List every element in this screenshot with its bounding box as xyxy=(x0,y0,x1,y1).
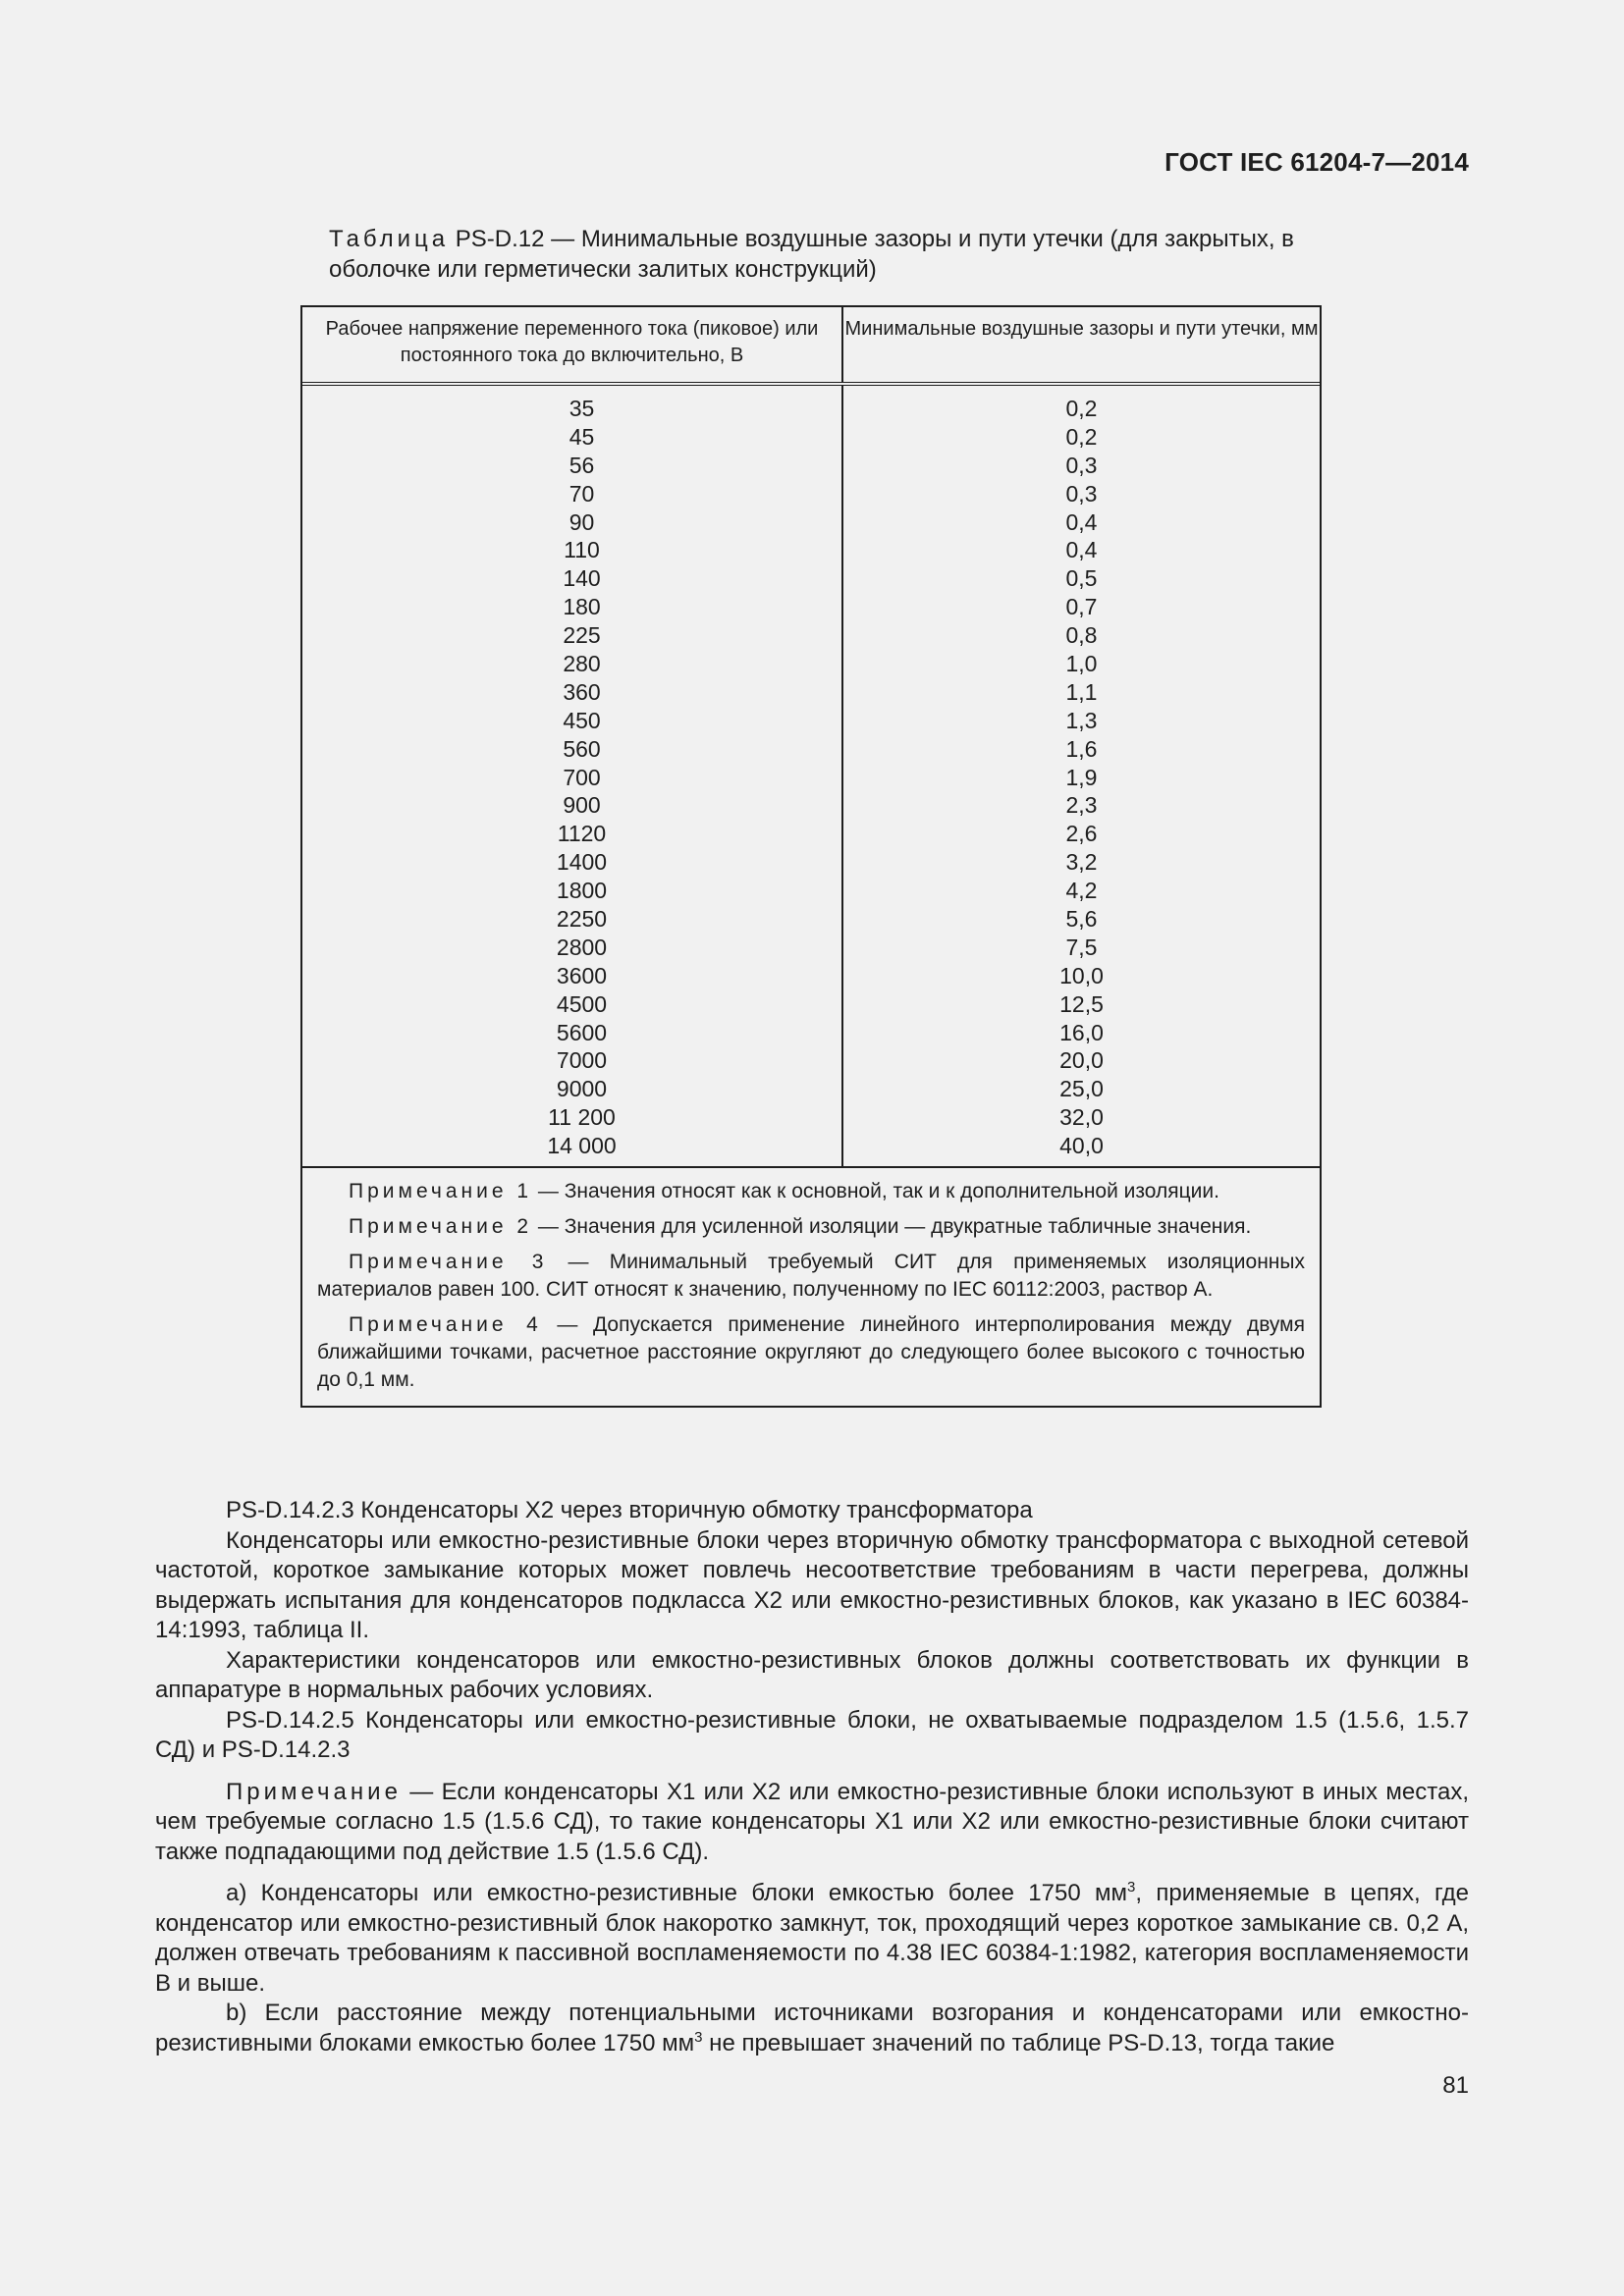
clearance-cell: 0,2 xyxy=(1065,396,1098,421)
table-note-1 xyxy=(317,1178,1305,1205)
note-text: — Значения для усиленной изоляции — двукратные табличные значения. xyxy=(532,1215,1252,1239)
body-note xyxy=(155,1778,1469,1868)
clearance-cell: 10,0 xyxy=(1059,962,1104,988)
paragraph-characteristics: Характеристики конденсаторов или емкостно-резистивных блоков должны соответствовать их функции в аппаратуре в нормальных рабочих условиях. xyxy=(155,1646,1469,1703)
clearance-cell: 0,8 xyxy=(1065,622,1098,649)
note-text: — Минимальный требуемый СИТ для применяемых изоляционных материалов равен 100. СИТ относят к значению, полученному по IEC 60112:2003, раствор А. xyxy=(317,1251,1305,1302)
clearance-cell: 0,7 xyxy=(1065,594,1098,620)
voltage-cell: 2250 xyxy=(556,906,608,933)
clearance-cell: 2,3 xyxy=(1065,792,1098,819)
clearance-cell: 1,6 xyxy=(1065,735,1098,762)
clearance-cell: 25,0 xyxy=(1059,1076,1104,1102)
voltage-cell: 70 xyxy=(568,480,595,507)
voltage-cell: 90 xyxy=(568,508,595,535)
clearance-cell: 1,0 xyxy=(1065,651,1098,677)
clearance-cell: 1,3 xyxy=(1065,707,1098,733)
clearance-cell: 0,4 xyxy=(1065,537,1098,563)
voltage-cell: 1800 xyxy=(556,878,608,904)
voltage-cell: 2800 xyxy=(556,934,608,960)
note-text: — Допускается применение линейного интерполирования между двумя ближайшими точками, расчетное расстояние округляют до следующего более высокого с точностью до 0,1 мм. xyxy=(317,1313,1305,1392)
clearance-cell: 32,0 xyxy=(1059,1104,1104,1131)
clearance-table xyxy=(300,305,1322,1408)
page-header: ГОСТ IEC 61204-7—2014 xyxy=(1164,147,1469,177)
clearance-cell: 0,3 xyxy=(1065,480,1098,507)
table-caption-text: PS-D.12 — Минимальные воздушные зазоры и пути утечки (для закрытых, в оболочке или герметически залитых конструкций) xyxy=(329,226,1294,283)
body-note-label: Примечание xyxy=(226,1778,402,1805)
voltage-cell: 1400 xyxy=(556,849,608,876)
voltage-cell: 3600 xyxy=(556,962,608,988)
paragraph-capacitors-x2: Конденсаторы или емкостно-резистивные блоки через вторичную обмотку трансформатора с выходной сетевой частотой, короткое замыкание которых может повлечь несоответствие требованиям в части перегрева, должны выдержать испытания для конденсаторов подкласса Х2 или емкостно-резистивных блоков, как указано в IEC 60384-14:1993, таблица II. xyxy=(155,1526,1469,1643)
table-note-4 xyxy=(317,1311,1305,1394)
clearance-cell: 40,0 xyxy=(1059,1133,1104,1159)
table-note-3 xyxy=(317,1249,1305,1304)
table-header-voltage: Рабочее напряжение переменного тока (пиковое) или постоянного тока до включительно, В xyxy=(302,307,843,382)
clearance-cell: 1,9 xyxy=(1065,764,1098,790)
page-number: 81 xyxy=(1442,2072,1469,2099)
table-caption-label: Таблица xyxy=(329,226,450,252)
section-heading-2-5: PS-D.14.2.5 Конденсаторы или емкостно-резистивные блоки, не охватываемые подразделом 1.5 (1.5.6, 1.5.7 СД) и PS-D.14.2.3 xyxy=(155,1706,1469,1763)
clearance-cell: 7,5 xyxy=(1065,934,1098,960)
voltage-cell: 4500 xyxy=(556,990,608,1017)
clearance-cell: 0,5 xyxy=(1065,565,1098,592)
clearance-column xyxy=(843,386,1320,1166)
voltage-cell: 11 200 xyxy=(548,1104,616,1131)
voltage-cell: 560 xyxy=(563,735,601,762)
voltage-cell: 14 000 xyxy=(547,1133,617,1159)
clearance-cell: 12,5 xyxy=(1059,990,1104,1017)
voltage-cell: 110 xyxy=(564,537,600,563)
table-header-row xyxy=(302,307,1320,386)
voltage-cell: 280 xyxy=(563,651,601,677)
clearance-cell: 5,6 xyxy=(1065,906,1098,933)
note-text: — Значения относят как к основной, так и к дополнительной изоляции. xyxy=(532,1180,1219,1203)
section-heading-2-3: PS-D.14.2.3 Конденсаторы Х2 через вторичную обмотку трансформатора xyxy=(226,1497,1033,1523)
voltage-cell: 225 xyxy=(563,622,601,649)
clearance-cell: 4,2 xyxy=(1065,878,1098,904)
voltage-cell: 450 xyxy=(563,707,601,733)
clearance-cell: 2,6 xyxy=(1065,821,1098,847)
item-a-superscript: 3 xyxy=(1127,1879,1136,1896)
item-b-end: не превышает значений по таблице PS-D.13, тогда такие xyxy=(702,2029,1335,2056)
voltage-cell: 7000 xyxy=(556,1047,608,1074)
note-label: Примечание 2 xyxy=(349,1215,533,1239)
note-label: Примечание 1 xyxy=(349,1180,533,1203)
body-text xyxy=(155,1496,1469,2058)
clearance-cell: 0,3 xyxy=(1065,452,1098,478)
voltage-cell: 700 xyxy=(563,764,601,790)
paragraph-item-a xyxy=(155,1879,1469,1999)
voltage-cell: 45 xyxy=(568,423,595,450)
item-a-start: а) Конденсаторы или емкостно-резистивные блоки емкостью более 1750 мм xyxy=(226,1880,1128,1906)
item-b-superscript: 3 xyxy=(694,2028,703,2046)
voltage-cell: 180 xyxy=(563,594,601,620)
voltage-cell: 9000 xyxy=(556,1076,608,1102)
paragraph-item-b xyxy=(155,1999,1469,2058)
body-note-text: — Если конденсаторы Х1 или Х2 или емкостно-резистивные блоки используют в иных местах, чем требуемые согласно 1.5 (1.5.6 СД), то такие конденсаторы Х1 или Х2 или емкостно-резистивные блоки считают также подпадающими под действие 1.5 (1.5.6 СД). xyxy=(155,1778,1469,1865)
clearance-cell: 1,1 xyxy=(1065,678,1098,705)
voltage-cell: 1120 xyxy=(557,821,607,847)
table-caption xyxy=(329,224,1330,285)
table-notes xyxy=(302,1168,1320,1406)
clearance-cell: 16,0 xyxy=(1059,1019,1104,1045)
clearance-cell: 0,2 xyxy=(1065,423,1098,450)
item-b-start: b) Если расстояние между потенциальными источниками возгорания и конденсаторами или емкостно-резистивными блоками емкостью более 1750 мм xyxy=(155,2000,1469,2056)
note-label: Примечание 3 xyxy=(349,1251,548,1274)
note-label: Примечание 4 xyxy=(349,1313,542,1337)
voltage-cell: 140 xyxy=(563,565,601,592)
table-header-clearance: Минимальные воздушные зазоры и пути утечки, мм xyxy=(844,318,1319,340)
voltage-column xyxy=(302,386,843,1166)
clearance-cell: 0,4 xyxy=(1065,508,1098,535)
voltage-cell: 900 xyxy=(563,792,601,819)
clearance-cell: 20,0 xyxy=(1059,1047,1104,1074)
voltage-cell: 360 xyxy=(563,678,601,705)
item-a-end: , применяемые в цепях, где конденсатор или емкостно-резистивный блок накоротко замкнут, ток, проходящий через короткое замыкание св. 0,2 А, должен отвечать требованиям к пассивной воспламеняемости по 4.38 IEC 60384-1:1982, категория воспламеняемости В и выше. xyxy=(155,1880,1469,1997)
table-note-2 xyxy=(317,1213,1305,1241)
clearance-cell: 3,2 xyxy=(1065,849,1098,876)
voltage-cell: 35 xyxy=(568,396,595,421)
voltage-cell: 56 xyxy=(568,452,595,478)
voltage-cell: 5600 xyxy=(556,1019,608,1045)
table-body xyxy=(302,386,1320,1168)
